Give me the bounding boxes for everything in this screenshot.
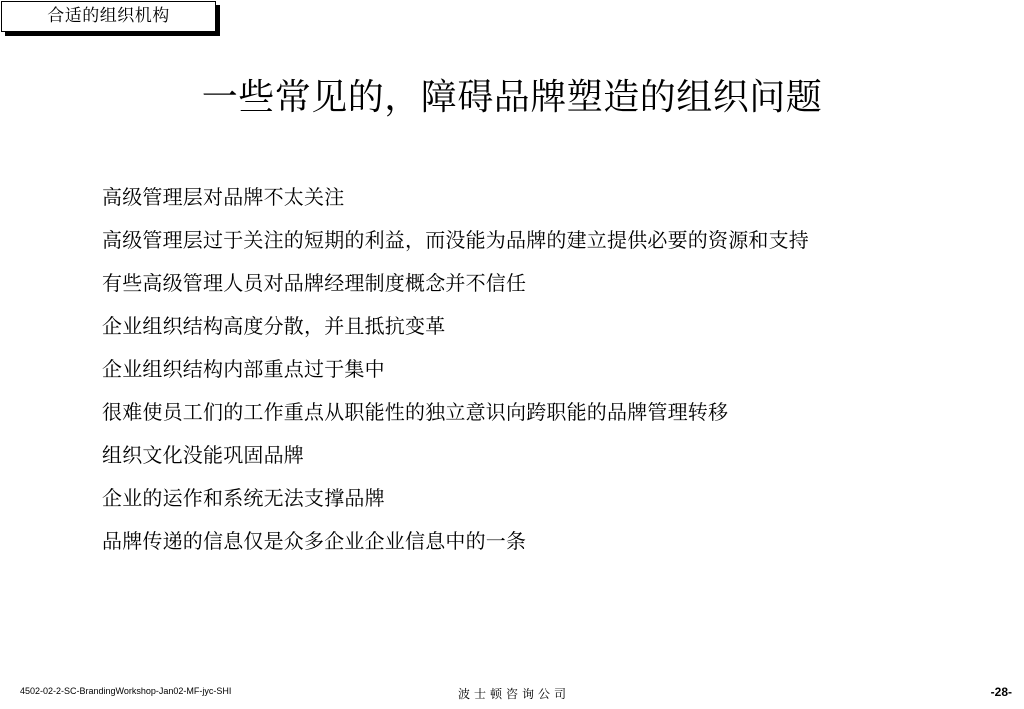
- footer-company-name: 波士顿咨询公司: [457, 687, 570, 701]
- list-item: 品牌传递的信息仅是众多企业企业信息中的一条: [102, 529, 527, 553]
- list-item: 高级管理层过于关注的短期的利益，而没能为品牌的建立提供必要的资源和支持: [102, 228, 809, 252]
- section-tag: [1, 1, 216, 32]
- list-item: 有些高级管理人员对品牌经理制度概念并不信任: [102, 271, 527, 295]
- footer-file-reference: 4502-02-2-SC-BrandingWorkshop-Jan02-MF-jyc-SHI: [20, 686, 232, 696]
- section-tag-label: 合适的组织机构: [47, 6, 170, 26]
- issue-list: [102, 176, 809, 563]
- list-item: 组织文化没能巩固品牌: [102, 443, 304, 467]
- list-item: 企业组织结构高度分散，并且抵抗变革: [102, 314, 446, 338]
- list-item: 企业组织结构内部重点过于集中: [102, 357, 385, 381]
- list-item: 企业的运作和系统无法支撑品牌: [102, 486, 385, 510]
- page-number: -28-: [990, 685, 1012, 699]
- list-item: 高级管理层对品牌不太关注: [102, 185, 345, 209]
- list-item: 很难使员工们的工作重点从职能性的独立意识向跨职能的品牌管理转移: [102, 400, 729, 424]
- page-title: 一些常见的，障碍品牌塑造的组织问题: [201, 77, 823, 118]
